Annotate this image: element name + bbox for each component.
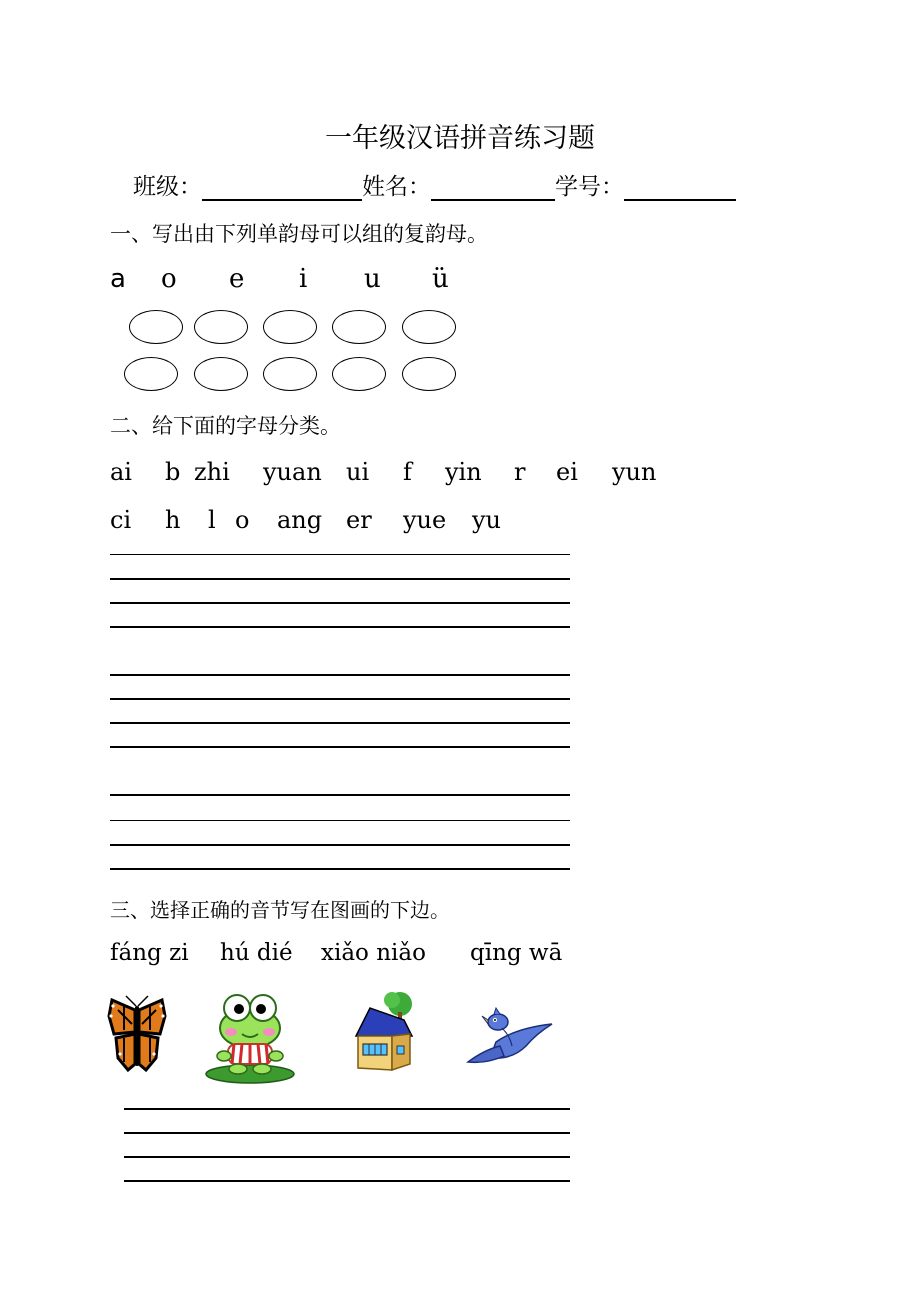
pinyin-item: o (235, 506, 250, 534)
answer-oval[interactable] (194, 310, 248, 344)
syllable-hudie: hú dié (220, 940, 293, 966)
pinyin-item: h (165, 506, 181, 534)
vowel-e: e (229, 264, 245, 294)
section3-heading: 三、选择正确的音节写在图画的下边。 (110, 898, 450, 922)
answer-line[interactable] (110, 844, 570, 846)
pinyin-item: yin (445, 458, 482, 486)
answer-line[interactable] (124, 1180, 570, 1182)
answer-oval[interactable] (124, 357, 178, 391)
answer-oval[interactable] (402, 357, 456, 391)
pinyin-item: ui (346, 458, 370, 486)
vowel-u: u (364, 264, 381, 294)
syllable-row (110, 940, 590, 970)
answer-oval[interactable] (263, 310, 317, 344)
pinyin-row-2 (110, 506, 610, 536)
answer-oval[interactable] (129, 310, 183, 344)
class-label: 班级： (133, 174, 202, 200)
pinyin-item: er (346, 506, 372, 534)
pinyin-item: ci (110, 506, 132, 534)
number-label: 学号： (555, 174, 624, 200)
answer-line[interactable] (110, 602, 570, 604)
pinyin-item: l (208, 506, 216, 534)
answer-line[interactable] (124, 1156, 570, 1158)
answer-line[interactable] (110, 820, 570, 821)
answer-line[interactable] (110, 722, 570, 724)
pinyin-item: b (165, 458, 181, 486)
vowel-a: a (110, 264, 126, 294)
answer-line[interactable] (110, 746, 570, 748)
pinyin-row-1 (110, 458, 710, 488)
frog-picture (204, 990, 296, 1084)
vowel-o: o (161, 264, 177, 294)
answer-line[interactable] (110, 674, 570, 676)
syllable-qingwa: qīng wā (470, 940, 563, 966)
answer-line[interactable] (124, 1132, 570, 1134)
answer-line[interactable] (110, 578, 570, 580)
answer-oval[interactable] (263, 357, 317, 391)
pinyin-item: ai (110, 458, 132, 486)
pinyin-item: yue (403, 506, 447, 534)
vowel-u-umlaut: ü (432, 264, 449, 294)
pinyin-item: ei (556, 458, 578, 486)
butterfly-picture (106, 994, 168, 1074)
answer-oval[interactable] (402, 310, 456, 344)
pinyin-item: yuan (263, 458, 322, 486)
pinyin-item: yu (472, 506, 502, 534)
student-info-row (133, 168, 736, 201)
bird-picture (466, 1006, 556, 1068)
section1-heading: 一、写出由下列单韵母可以组的复韵母。 (110, 222, 488, 246)
number-blank[interactable] (624, 175, 736, 201)
name-label: 姓名： (362, 174, 431, 200)
vowel-i: i (299, 264, 308, 294)
answer-line[interactable] (110, 626, 570, 628)
section2-heading: 二、给下面的字母分类。 (110, 414, 341, 438)
answer-line[interactable] (110, 794, 570, 796)
answer-line[interactable] (124, 1108, 570, 1110)
pinyin-item: r (514, 458, 526, 486)
pinyin-item: ang (277, 506, 323, 534)
pinyin-item: f (403, 458, 412, 486)
name-blank[interactable] (431, 175, 555, 201)
syllable-fangzi: fáng zi (110, 940, 189, 966)
syllable-xiaoniao: xiǎo niǎo (321, 940, 426, 966)
page-title: 一年级汉语拼音练习题 (325, 123, 595, 154)
answer-line[interactable] (110, 554, 570, 555)
house-picture (352, 990, 418, 1074)
class-blank[interactable] (202, 175, 362, 201)
answer-line[interactable] (110, 868, 570, 870)
pinyin-item: yun (612, 458, 657, 486)
answer-oval[interactable] (194, 357, 248, 391)
answer-oval[interactable] (332, 310, 386, 344)
answer-oval[interactable] (332, 357, 386, 391)
answer-line[interactable] (110, 698, 570, 700)
pinyin-item: zhi (194, 458, 230, 486)
